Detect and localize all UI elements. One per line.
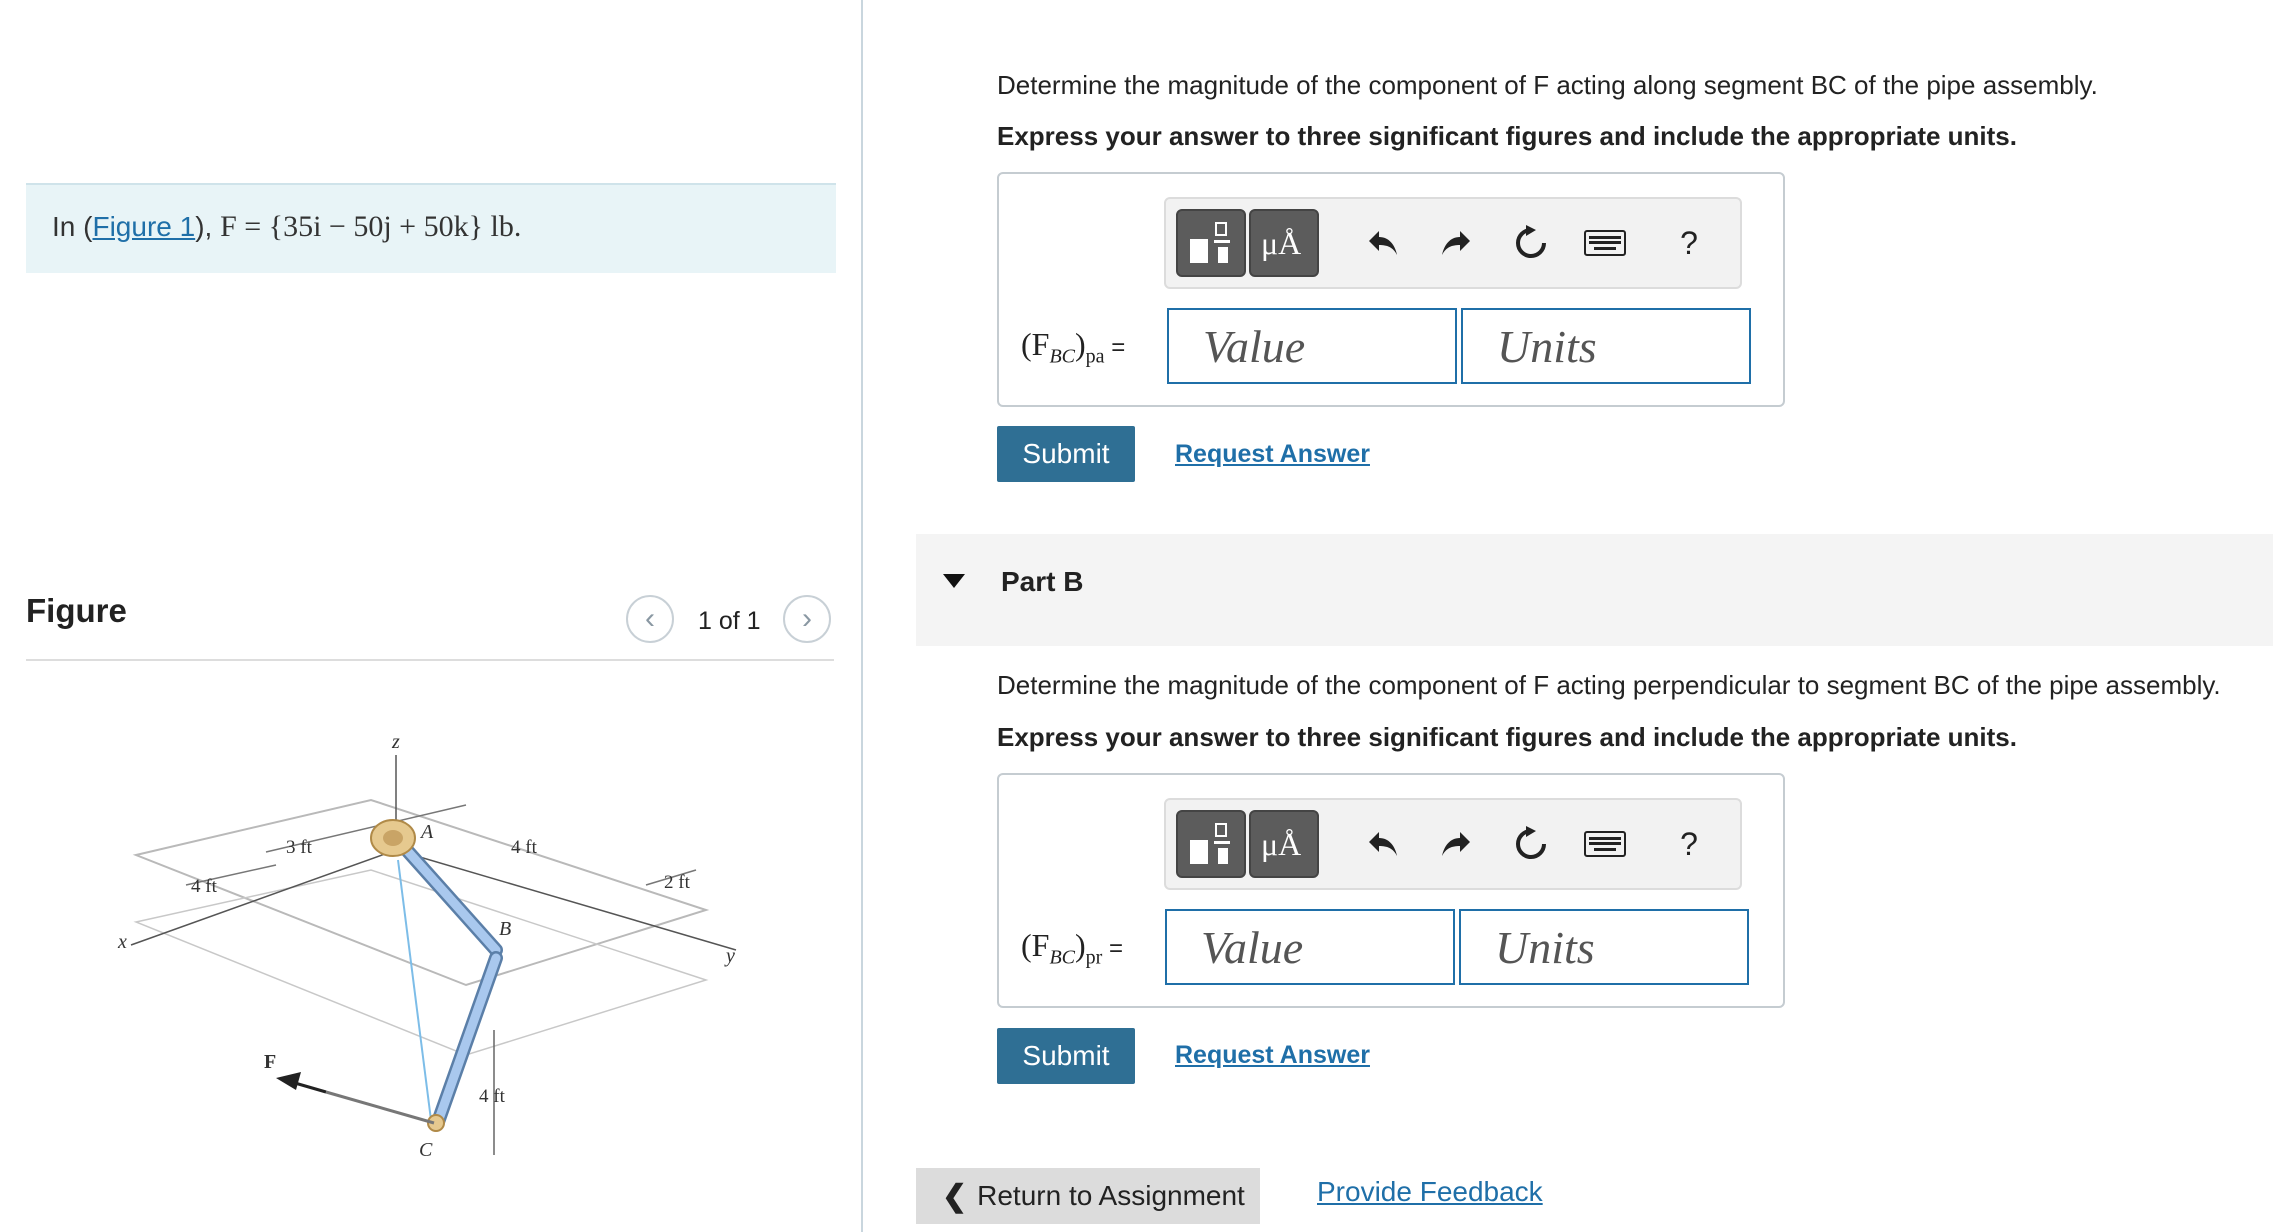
force-line — [326, 1092, 434, 1123]
pipe-segment-ab-highlight — [396, 838, 496, 950]
fraction-template-icon — [1178, 812, 1244, 876]
point-c-label: C — [419, 1139, 433, 1161]
chevron-right-icon: › — [802, 602, 812, 635]
part-b-title: Part B — [1001, 566, 1084, 597]
keyboard-icon[interactable] — [1581, 213, 1629, 273]
chevron-left-icon: ❮ — [942, 1179, 968, 1213]
label-close: ) — [1075, 927, 1086, 963]
part-a-units-input[interactable] — [1461, 308, 1751, 384]
help-icon[interactable]: ? — [1680, 825, 1698, 862]
problem-suffix: ), — [195, 211, 213, 242]
value-placeholder: Value — [1201, 922, 1304, 973]
provide-feedback-link[interactable]: Provide Feedback — [1317, 1176, 1543, 1207]
reset-icon[interactable] — [1509, 213, 1553, 273]
x-label: x — [118, 931, 127, 953]
dimension-4ft-left: 4 ft — [191, 876, 217, 897]
pipe-assembly-figure — [26, 700, 746, 1180]
chevron-left-icon: ‹ — [645, 602, 655, 635]
reset-icon[interactable] — [1509, 814, 1553, 874]
figure-divider — [26, 659, 834, 661]
units-placeholder: Units — [1497, 321, 1597, 372]
part-b-header[interactable] — [916, 534, 2273, 646]
dimension-2ft: 2 ft — [664, 872, 690, 893]
return-to-assignment-button[interactable] — [916, 1168, 1260, 1224]
problem-text — [52, 210, 521, 244]
previous-figure-button[interactable] — [626, 595, 674, 643]
label-sub2: pa — [1085, 345, 1105, 368]
redo-icon[interactable] — [1434, 213, 1478, 273]
undo-icon[interactable] — [1361, 213, 1405, 273]
part-a-answer-label — [1021, 326, 1125, 368]
part-b-question: Determine the magnitude of the component of F acting perpendicular to segment BC of the pipe assembly. — [997, 670, 2221, 700]
force-projection-line — [398, 860, 431, 1120]
dimension-3ft: 3 ft — [286, 837, 312, 858]
part-a-math-toolbar — [1164, 197, 1742, 289]
caret-down-icon — [943, 574, 965, 588]
part-b-request-answer-link[interactable]: Request Answer — [1175, 1041, 1370, 1069]
part-b-instruction: Express your answer to three significant figures and include the appropriate units. — [997, 722, 2017, 752]
units-placeholder: Units — [1495, 922, 1595, 973]
fraction-template-icon — [1178, 211, 1244, 275]
units-button[interactable] — [1249, 810, 1319, 878]
part-a-instruction: Express your answer to three significant figures and include the appropriate units. — [997, 121, 2017, 151]
force-equation: F = {35i − 50j + 50k} lb. — [220, 210, 522, 243]
label-equals: = — [1104, 334, 1126, 361]
units-button[interactable] — [1249, 209, 1319, 277]
part-b-value-input[interactable] — [1165, 909, 1455, 985]
dimension-4ft-vertical: 4 ft — [479, 1086, 505, 1107]
pane-divider[interactable] — [861, 0, 863, 1232]
problem-statement — [26, 183, 836, 273]
figure-counter: 1 of 1 — [698, 607, 761, 635]
force-arrowhead — [276, 1072, 301, 1090]
next-figure-button[interactable] — [783, 595, 831, 643]
problem-prefix: In ( — [52, 211, 93, 242]
templates-button[interactable] — [1176, 810, 1246, 878]
part-b-math-toolbar — [1164, 798, 1742, 890]
label-sub: BC — [1049, 345, 1076, 368]
part-a-request-answer-link[interactable]: Request Answer — [1175, 440, 1370, 468]
z-label: z — [392, 731, 400, 753]
keyboard-icon[interactable] — [1581, 814, 1629, 874]
units-button-label: μÅ — [1261, 826, 1302, 862]
force-label: F — [264, 1051, 277, 1073]
label-close: ) — [1075, 326, 1086, 362]
templates-button[interactable] — [1176, 209, 1246, 277]
label-open: (F — [1021, 326, 1050, 362]
support-a-hole — [383, 830, 403, 846]
part-b-units-input[interactable] — [1459, 909, 1749, 985]
part-b-answer-box — [997, 773, 1785, 1008]
point-a-label: A — [421, 821, 434, 843]
help-icon[interactable]: ? — [1680, 224, 1698, 261]
left-pane — [0, 0, 863, 1232]
value-placeholder: Value — [1203, 321, 1306, 372]
point-b-label: B — [499, 918, 512, 940]
return-label: Return to Assignment — [977, 1180, 1245, 1211]
part-a-question: Determine the magnitude of the component of F acting along segment BC of the pipe assembly. — [997, 70, 2098, 100]
part-a-answer-box — [997, 172, 1785, 407]
part-a-submit-button[interactable]: Submit — [997, 426, 1135, 482]
lower-plane — [136, 870, 706, 1055]
figure-link[interactable]: Figure 1 — [92, 211, 196, 242]
figure-title: Figure — [26, 592, 127, 629]
redo-icon[interactable] — [1434, 814, 1478, 874]
y-label: y — [726, 945, 735, 967]
x-axis — [131, 850, 396, 945]
part-a-value-input[interactable] — [1167, 308, 1457, 384]
part-b-submit-button[interactable]: Submit — [997, 1028, 1135, 1084]
label-equals: = — [1102, 935, 1124, 962]
undo-icon[interactable] — [1361, 814, 1405, 874]
part-b-answer-label — [1021, 927, 1123, 969]
dimension-4ft-top: 4 ft — [511, 837, 537, 858]
label-sub2: pr — [1085, 946, 1103, 969]
label-open: (F — [1021, 927, 1050, 963]
units-button-label: μÅ — [1261, 225, 1302, 261]
label-sub: BC — [1049, 946, 1076, 969]
